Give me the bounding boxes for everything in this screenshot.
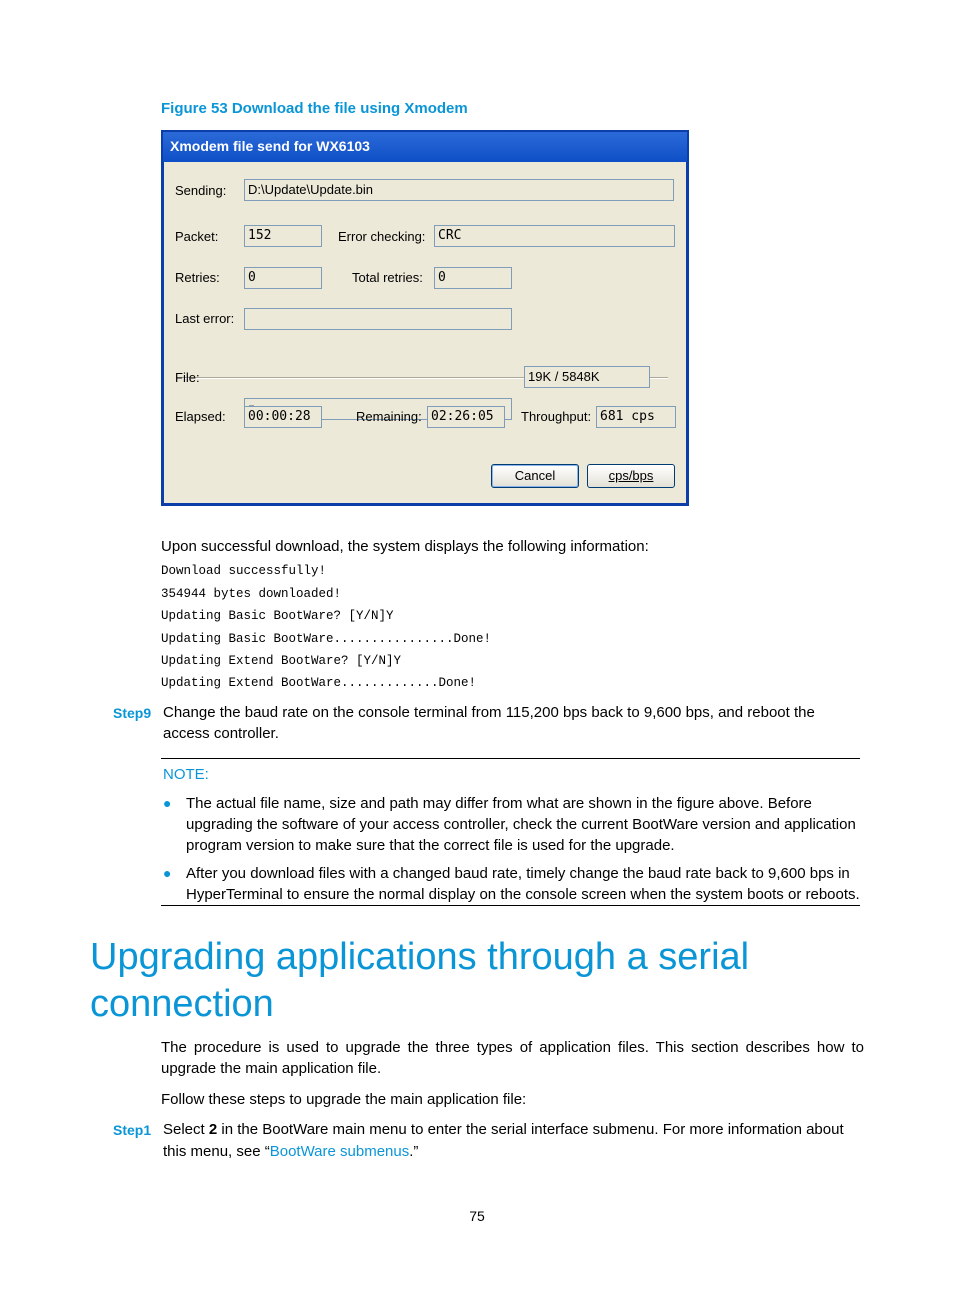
note-bullet2-line1: After you download files with a changed baud rate, timely change the baud rate back to 9,600 bps in <box>186 865 850 882</box>
step1-label: Step1 <box>113 1122 152 1138</box>
error-checking-field: CRC <box>434 225 675 247</box>
step1-menu-number: 2 <box>208 1121 218 1138</box>
code-line: Updating Basic BootWare? [Y/N]Y <box>161 609 394 623</box>
dialog-client-area <box>164 162 686 503</box>
cps-bps-button[interactable]: cps/bps <box>587 464 675 488</box>
throughput-field: 681 cps <box>596 406 676 428</box>
code-line: 354944 bytes downloaded! <box>161 587 342 601</box>
retries-field: 0 <box>244 267 322 289</box>
section-heading-line1: Upgrading applications through a serial <box>90 936 750 978</box>
step9-text-line2: access controller. <box>163 725 279 742</box>
elapsed-label: Elapsed: <box>175 409 226 424</box>
total-retries-field: 0 <box>434 267 512 289</box>
elapsed-field: 00:00:28 <box>244 406 322 428</box>
note-bullet1-line1: The actual file name, size and path may differ from what are shown in the figure above. Before <box>186 795 812 812</box>
code-line: Updating Basic BootWare................Done! <box>161 632 492 646</box>
sending-label: Sending: <box>175 183 227 198</box>
note-top-rule <box>161 758 860 759</box>
dialog-title: Xmodem file send for WX6103 <box>170 138 370 154</box>
section-para1-line1: The procedure is used to upgrade the three types of application files. This section describes how to <box>161 1039 864 1056</box>
section-para1-line2: upgrade the main application file. <box>161 1060 382 1077</box>
dialog-title-bar[interactable] <box>163 132 687 162</box>
note-bottom-rule <box>161 905 860 906</box>
packet-field: 152 <box>244 225 322 247</box>
step9-text-line1: Change the baud rate on the console terminal from 115,200 bps back to 9,600 bps, and reboot the <box>163 704 815 721</box>
last-error-field <box>244 308 512 330</box>
step1-text-a: Select <box>163 1121 209 1138</box>
packet-label: Packet: <box>175 229 219 244</box>
last-error-label: Last error: <box>175 311 235 326</box>
note-bullet1-line2: upgrading the software of your access controller, check the current BootWare version and application <box>186 816 856 833</box>
figure-caption: Figure 53 Download the file using Xmodem <box>161 100 468 117</box>
file-progress-text: 19K / 5848K <box>524 366 650 388</box>
cancel-button[interactable]: Cancel <box>491 464 579 488</box>
step1-text-b: in the BootWare main menu to enter the serial interface submenu. For more information about <box>217 1121 844 1138</box>
section-heading <box>90 934 749 1028</box>
error-checking-label: Error checking: <box>338 229 426 244</box>
code-line: Updating Extend BootWare.............Done! <box>161 676 477 690</box>
code-line: Download successfully! <box>161 564 327 578</box>
note-bullet2-line2: HyperTerminal to ensure the normal display on the console screen when the system boots or reboots. <box>186 886 860 903</box>
step9-label: Step9 <box>113 705 152 721</box>
bullet-icon: ● <box>163 795 172 811</box>
throughput-label: Throughput: <box>521 409 592 424</box>
step1-text-line2 <box>163 1141 418 1162</box>
section-para2: Follow these steps to upgrade the main application file: <box>161 1091 527 1108</box>
sending-field: D:\Update\Update.bin <box>244 179 674 201</box>
retries-label: Retries: <box>175 270 220 285</box>
remaining-label: Remaining: <box>356 409 422 424</box>
total-retries-label: Total retries: <box>352 270 423 285</box>
note-bullet1-line3: program version to make sure that the correct file is used for the upgrade. <box>186 837 675 854</box>
step1-text-line1 <box>163 1119 844 1140</box>
code-line: Updating Extend BootWare? [Y/N]Y <box>161 654 402 668</box>
section-heading-line2: connection <box>90 983 274 1025</box>
step1-line2-b: .” <box>409 1143 419 1160</box>
bootware-submenus-link[interactable]: BootWare submenus <box>269 1143 410 1160</box>
note-title: NOTE: <box>163 766 209 783</box>
page-number: 75 <box>469 1208 485 1224</box>
intro-text: Upon successful download, the system displays the following information: <box>161 538 649 555</box>
xmodem-dialog <box>161 130 689 506</box>
bullet-icon: ● <box>163 865 172 881</box>
remaining-field: 02:26:05 <box>427 406 505 428</box>
file-label: File: <box>175 370 200 385</box>
step1-line2-a: this menu, see “ <box>163 1143 270 1160</box>
